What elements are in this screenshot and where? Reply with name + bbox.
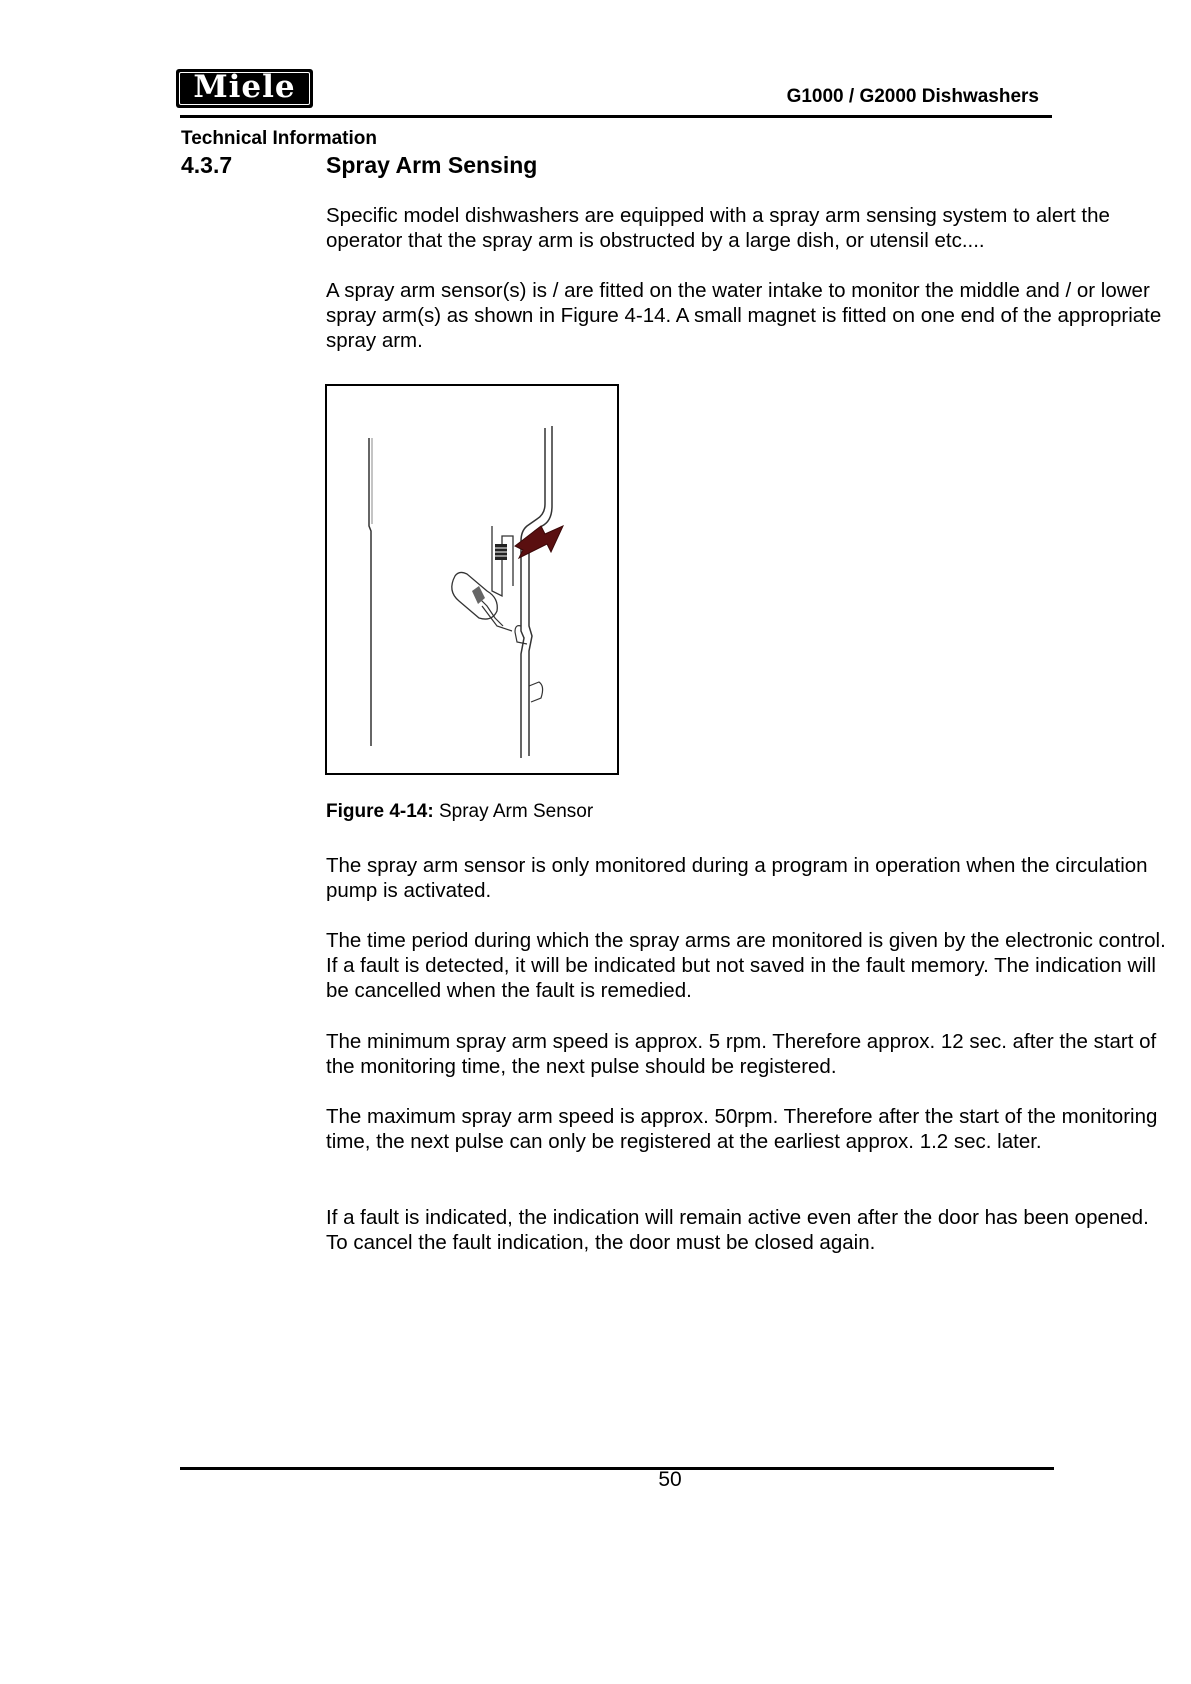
door-edge-line bbox=[369, 438, 371, 746]
sensor-bracket bbox=[492, 526, 513, 596]
paragraph-maximum-speed bbox=[326, 1104, 1166, 1154]
figure-label: Figure 4-14: bbox=[326, 801, 434, 822]
figure-spray-arm-sensor bbox=[325, 384, 619, 775]
paragraph-time-period bbox=[326, 928, 1166, 1003]
paragraph-text: Specific model dishwashers are equipped with a spray arm sensing system to alert the operator that the spray arm is obstructed by a large dish, or utensil etc.... bbox=[326, 204, 1110, 252]
miele-logo bbox=[176, 69, 313, 108]
figure-caption bbox=[326, 801, 593, 823]
paragraph-text: The maximum spray arm speed is approx. 50rpm. Therefore after the start of the monitoring time, the next pulse can only be registered at the earliest approx. 1.2 sec. later. bbox=[326, 1105, 1158, 1153]
logo-text: Miele bbox=[193, 69, 296, 105]
paragraph-minimum-speed bbox=[326, 1029, 1166, 1079]
header-divider bbox=[180, 115, 1052, 118]
paragraph-intro bbox=[326, 203, 1166, 253]
paragraph-text: If a fault is indicated, the indication will remain active even after the door has been opened. To cancel the fault indication, the door must be closed again. bbox=[326, 1206, 1149, 1254]
water-intake-pipe-inner bbox=[521, 428, 545, 758]
section-label: Technical Information bbox=[181, 128, 378, 149]
figure-caption-text: Spray Arm Sensor bbox=[438, 801, 594, 822]
document-title: G1000 / G2000 Dishwashers bbox=[786, 86, 1039, 107]
paragraph-text: The spray arm sensor is only monitored during a program in operation when the circulation pump is activated. bbox=[326, 854, 1148, 902]
spray-arm-sensor-illustration bbox=[327, 386, 617, 773]
paragraph-text: A spray arm sensor(s) is / are fitted on the water intake to monitor the middle and / or lower spray arm(s) as shown in Figure 4-14. A small magnet is fitted on one end of the appropriate spray arm. bbox=[326, 279, 1162, 352]
water-intake-pipe-outer bbox=[529, 426, 552, 756]
paragraph-text: The minimum spray arm speed is approx. 5 rpm. Therefore approx. 12 sec. after the start of the monitoring time, the next pulse should be registered. bbox=[326, 1030, 1157, 1078]
pipe-clip-lower bbox=[529, 682, 543, 702]
section-number: 4.3.7 bbox=[181, 152, 233, 178]
arrow-icon bbox=[515, 526, 563, 558]
page-number: 50 bbox=[658, 1468, 682, 1491]
paragraph-text: The time period during which the spray arms are monitored is given by the electronic control. If a fault is detected, it will be indicated but not saved in the fault memory. The indication will be cancelled when the fault is remedied. bbox=[326, 929, 1166, 1002]
paragraph-monitoring bbox=[326, 853, 1166, 903]
paragraph-sensor-location bbox=[326, 278, 1166, 353]
section-title: Spray Arm Sensing bbox=[326, 152, 538, 178]
paragraph-fault-indication bbox=[326, 1205, 1166, 1255]
